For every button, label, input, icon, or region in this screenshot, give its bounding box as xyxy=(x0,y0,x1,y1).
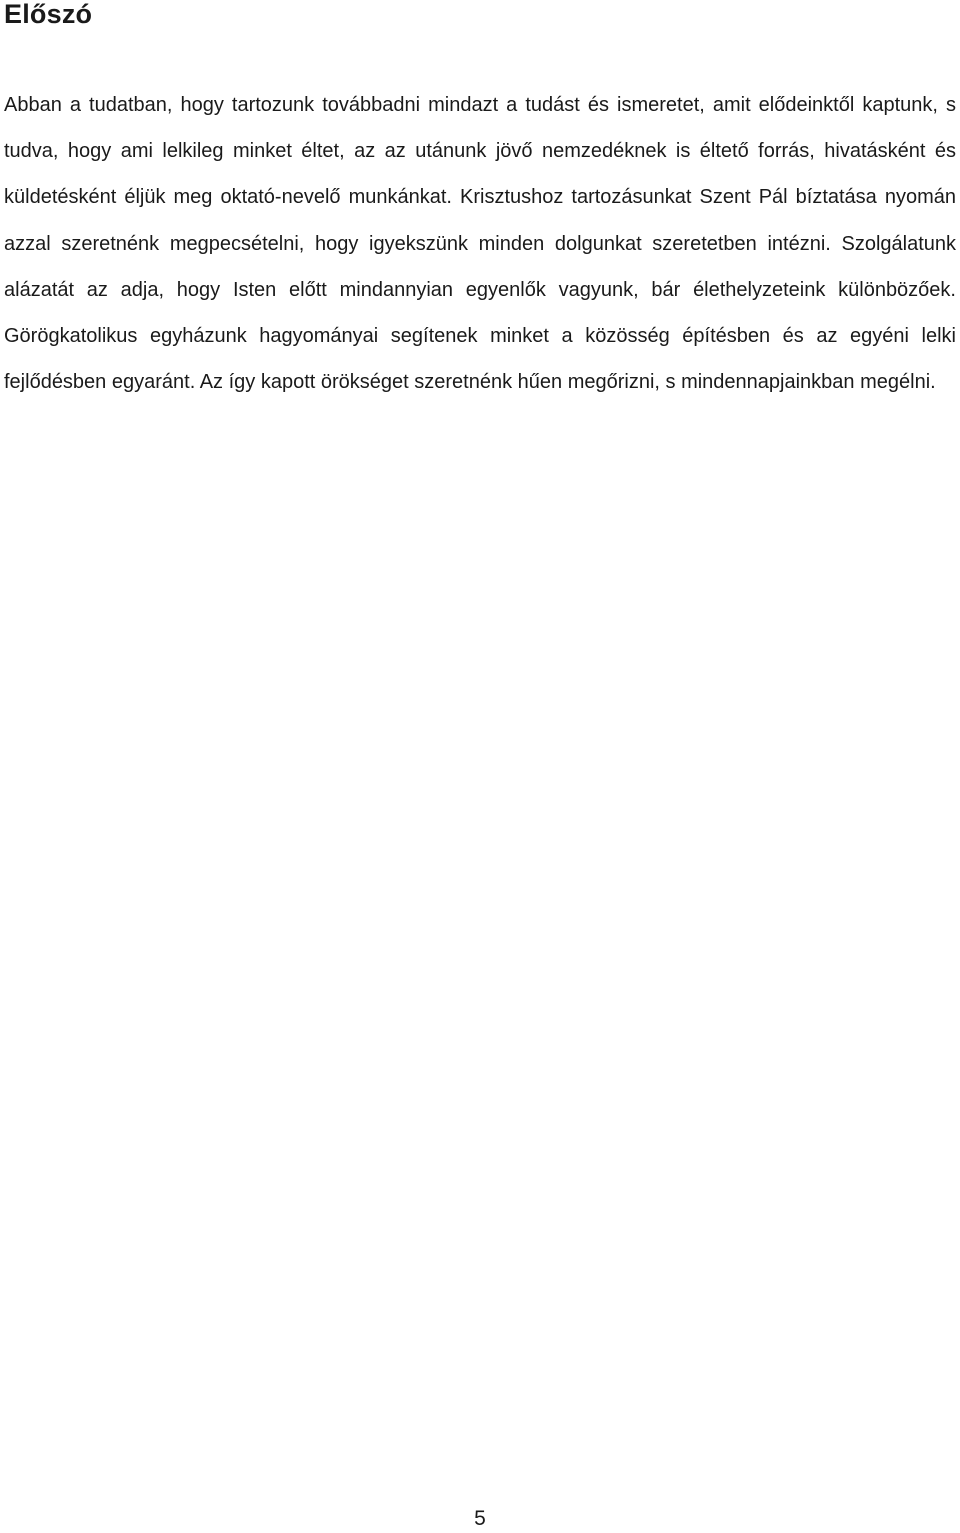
preface-paragraph: Abban a tudatban, hogy tartozunk továbbadni mindazt a tudást és ismeretet, amit elődeinktől kaptunk, s tudva, hogy ami lelkileg minket éltet, az az utánunk jövő nemzedéknek is éltető forrás, hivatásként és küldetésként éljük meg oktató-nevelő munkánkat. Krisztushoz tartozásunkat Szent Pál bíztatása nyomán azzal szeretnénk megpecsételni, hogy igyekszünk minden dolgunkat szeretetben intézni. Szolgálatunk alázatát az adja, hogy Isten előtt mindannyian egyenlők vagyunk, bár élethelyzeteink különbözőek. Görögkatolikus egyházunk hagyományai segítenek minket a közösség építésben és az egyéni lelki fejlődésben egyaránt. Az így kapott örökséget szeretnénk hűen megőrizni, s mindennapjainkban megélni. xyxy=(4,94,956,394)
page-title: Előszó xyxy=(4,0,93,29)
page-number: 5 xyxy=(474,1507,486,1530)
